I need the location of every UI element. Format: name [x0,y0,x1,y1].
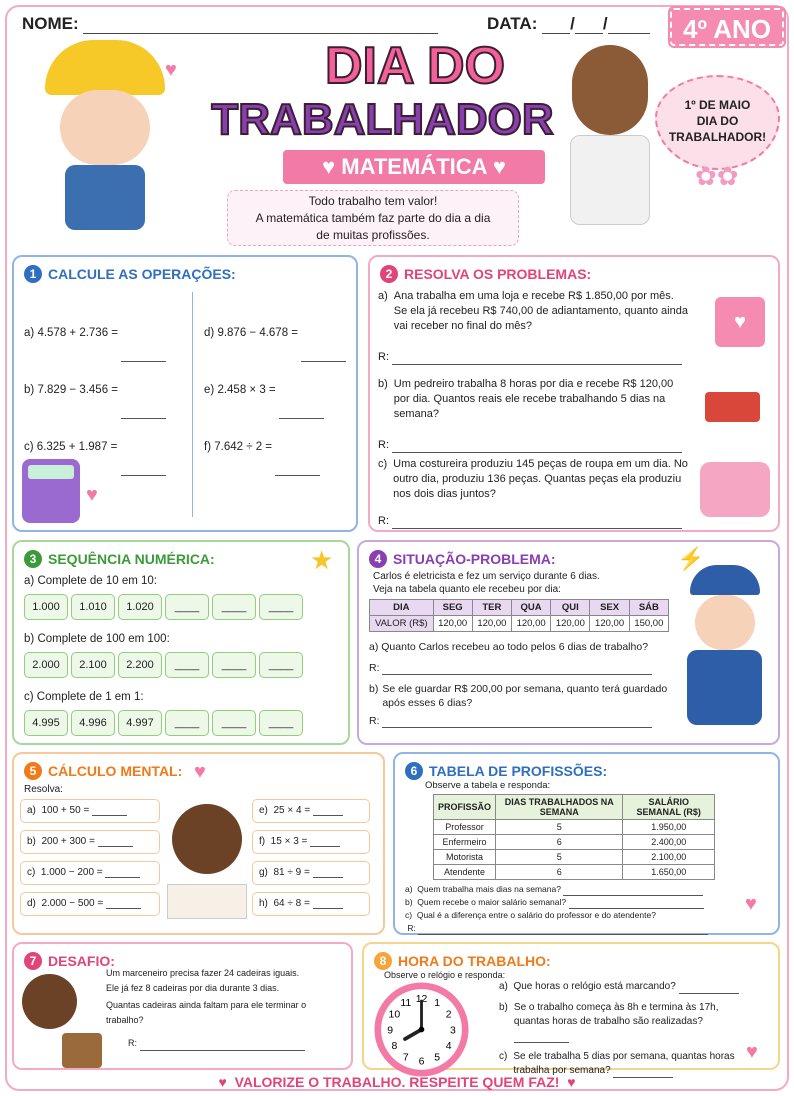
carpenter-illustration [22,974,104,1069]
trowel-bricks-icon [705,392,760,422]
clock-number: 8 [391,1040,398,1052]
clock-number: 9 [387,1025,394,1037]
answer-line[interactable] [392,364,682,365]
clock-number: 1 [434,998,441,1010]
blank-cell[interactable]: ____ [165,710,209,736]
shopping-bag-icon: ♥ [715,297,765,347]
section-2-problems: 2 RESOLVA OS PROBLEMAS: a) Ana trabalha em uma loja e recebe R$ 1.850,00 por mês. Se ela já recebeu R$ 740,00 de adiantamento, quanto ainda vai receber no final do mês? R: b) Um pedreiro trabalha 8 horas por dia e recebe R$ 120,00 por dia. Quantos reais ele recebe trabalhando 5 dias na semana? R: c) Uma costureira produziu 145 peças de roupa em um dia. No outro dia, produziu 136 peças. Quantas peças ela produziu nos dois dias juntos? R: ♥ [368,255,780,532]
clock-number: 7 [402,1052,409,1064]
answer-line[interactable] [382,674,652,675]
blank-cell[interactable]: ____ [212,710,256,736]
section-4-situation: 4 SITUAÇÃO-PROBLEMA: Carlos é eletricista e fez um serviço durante 6 dias. Veja na tabela quanto ele recebeu por dia: DIA SEG TER QUA QUI SEX SÁB VALOR (R$) 120,00 120,00 120,00 120,00 120,00 150,00 a) Quanto Carlos recebeu ao todo pelos 6 dias de trabalho? R: b) Se ele guardar R$ 200,00 por semana, quanto terá guardado após esses 6 dias? R: ⚡ [357,540,780,745]
girl-reading-illustration [164,804,249,929]
footer-slogan: ♥ VALORIZE O TRABALHO. RESPEITE QUEM FAZ! ♥ [218,1074,576,1090]
clock-number: 5 [434,1052,441,1064]
clock-icon [374,982,469,1077]
clock-number: 12 [415,993,428,1005]
section-5-mental-math: 5 CÁLCULO MENTAL: Resolva: a) 100 + 50 = b) 200 + 300 = c) 1.000 − 200 = d) 2.000 − 500 = e) 25 × 4 = f) 15 × 3 = g) 81 ÷ 9 = h) 64 ÷ 8 = ♥ [12,752,385,935]
clock-number: 6 [418,1056,425,1068]
blank-cell[interactable]: ____ [165,594,209,620]
may-day-heart-label: 1º DE MAIO DIA DO TRABALHADOR! [655,75,780,170]
title-line-2: TRABALHADOR [211,95,554,144]
blank-cell[interactable]: ____ [212,594,256,620]
section-7-challenge: 7 DESAFIO: Um marceneiro precisa fazer 24 cadeiras iguais. Ele já fez 8 cadeiras por dia durante 3 dias. Quantas cadeiras ainda faltam para ele terminar o trabalho? R: [12,942,353,1070]
operations-left: a) 4.578 + 2.736 = b) 7.829 − 3.456 = c) 6.325 + 1.987 = [24,305,166,476]
answer-line[interactable] [121,475,166,476]
problem-a: a) Ana trabalha em uma loja e recebe R$ 1.850,00 por mês. Se ela já recebeu R$ 740,00 de adiantamento, quanto ainda vai receber no final do mês? R: [378,290,688,363]
professions-table: PROFISSÃO DIAS TRABALHADOS NA SEMANA SALÁRIO SEMANAL (R$) Professor 5 1.950,00 Enfermeiro 6 2.400,00 Motorista 5 2.100,00 Atendente 6 1.650,00 [433,794,715,880]
electrician-illustration [677,547,772,737]
construction-worker-illustration [30,40,180,240]
clock-number: 4 [445,1040,452,1052]
answer-line[interactable] [392,528,682,529]
mental-right: e) 25 × 4 = f) 15 × 3 = g) 81 ÷ 9 = h) 64 ÷ 8 = [252,799,370,916]
calculator-icon [22,459,80,523]
answer-line[interactable] [392,452,682,453]
blank-cell[interactable]: ____ [212,652,256,678]
problem-b: b) Um pedreiro trabalha 8 horas por dia e recebe R$ 120,00 por dia. Quantos reais ele recebe trabalhando 5 dias na semana? R: [378,377,688,453]
clock-number: 2 [445,1009,452,1021]
answer-line[interactable] [275,475,320,476]
title-line-1: DIA DO [324,37,506,95]
heart-icon: ♥ [194,761,206,783]
name-field[interactable] [22,14,438,34]
blank-cell[interactable]: ____ [259,710,303,736]
subject-ribbon: ♥ MATEMÁTICA ♥ [283,150,545,184]
motto-box: Todo trabalho tem valor! A matemática também faz parte do dia a dia de muitas profissões. [227,190,519,246]
grade-badge: 4º ANO [670,8,784,46]
payment-table: DIA SEG TER QUA QUI SEX SÁB VALOR (R$) 120,00 120,00 120,00 120,00 120,00 150,00 [369,599,669,632]
star-icon: ★ [310,545,334,575]
section-1-operations: 1 CALCULE AS OPERAÇÕES: a) 4.578 + 2.736 = b) 7.829 − 3.456 = c) 6.325 + 1.987 = d) 9.876 − 4.678 = e) 2.458 × 3 = f) 7.642 ÷ 2 = ♥ [12,255,358,532]
blank-cell[interactable]: ____ [259,594,303,620]
blank-cell[interactable]: ____ [165,652,209,678]
heart-icon: ♥ [86,484,98,506]
clock-number: 10 [388,1009,401,1021]
operations-right: d) 9.876 − 4.678 = e) 2.458 × 3 = f) 7.642 ÷ 2 = [204,305,346,476]
mental-left: a) 100 + 50 = b) 200 + 300 = c) 1.000 − 200 = d) 2.000 − 500 = [20,799,160,916]
section-8-work-hours: 8 HORA DO TRABALHO: Observe o relógio e responda: 12 1 2 3 4 5 6 7 8 9 10 11 a) Que horas o relógio está marcando? b) Se o trabalho começa às 8h e termina às 17h, quantas horas de trabalho são realizadas? c) Se ele trabalha 5 dias por semana, quantas horas trabalha por semana? ♥ [362,942,780,1070]
date-field[interactable]: DATA: / / [487,14,650,34]
heart-icon: ♥ [165,59,177,81]
answer-line[interactable] [140,1050,305,1051]
name-line[interactable] [83,33,438,34]
blank-cell[interactable]: ____ [259,652,303,678]
lightning-icon: ⚡ [677,546,705,571]
date-label: DATA: [487,14,538,33]
problem-c: c) Uma costureira produziu 145 peças de roupa em um dia. No outro dia, produziu 136 peças. Quantas peças ela produziu nos dois dias juntos? R: [378,458,688,527]
sewing-machine-icon [700,462,770,517]
section-title: CALCULE AS OPERAÇÕES: [48,266,236,282]
clock-number: 3 [449,1025,456,1037]
clock-center [419,1027,425,1033]
heart-icon: ♥ [745,893,757,915]
clock-number: 11 [400,998,412,1010]
heart-icon: ♥ [746,1041,758,1063]
name-label: NOME: [22,14,79,33]
answer-line[interactable] [382,727,652,728]
flowers-icon: ✿✿ [695,161,739,191]
section-3-sequence: 3 SEQUÊNCIA NUMÉRICA: a) Complete de 10 em 10: 1.000 1.010 1.020 ____ ____ ____ b) Complete de 100 em 100: 2.000 2.100 2.200 ____ ____ ____ c) Complete de 1 em 1: 4.995 4.996 4.997 ____ ____ ____ ★ [12,540,350,745]
section-6-professions: 6 TABELA DE PROFISSÕES: Observe a tabela e responda: PROFISSÃO DIAS TRABALHADOS NA SEMANA SALÁRIO SEMANAL (R$) Professor 5 1.950,00 Enfermeiro 6 2.400,00 Motorista 5 2.100,00 Atendente 6 1.650,00 a) Quem trabalha mais dias na semana? b) Quem recebe o maior salário semanal? c) Qual é a diferença entre o salário do professor e do atendente? R: ♥ [393,752,780,935]
